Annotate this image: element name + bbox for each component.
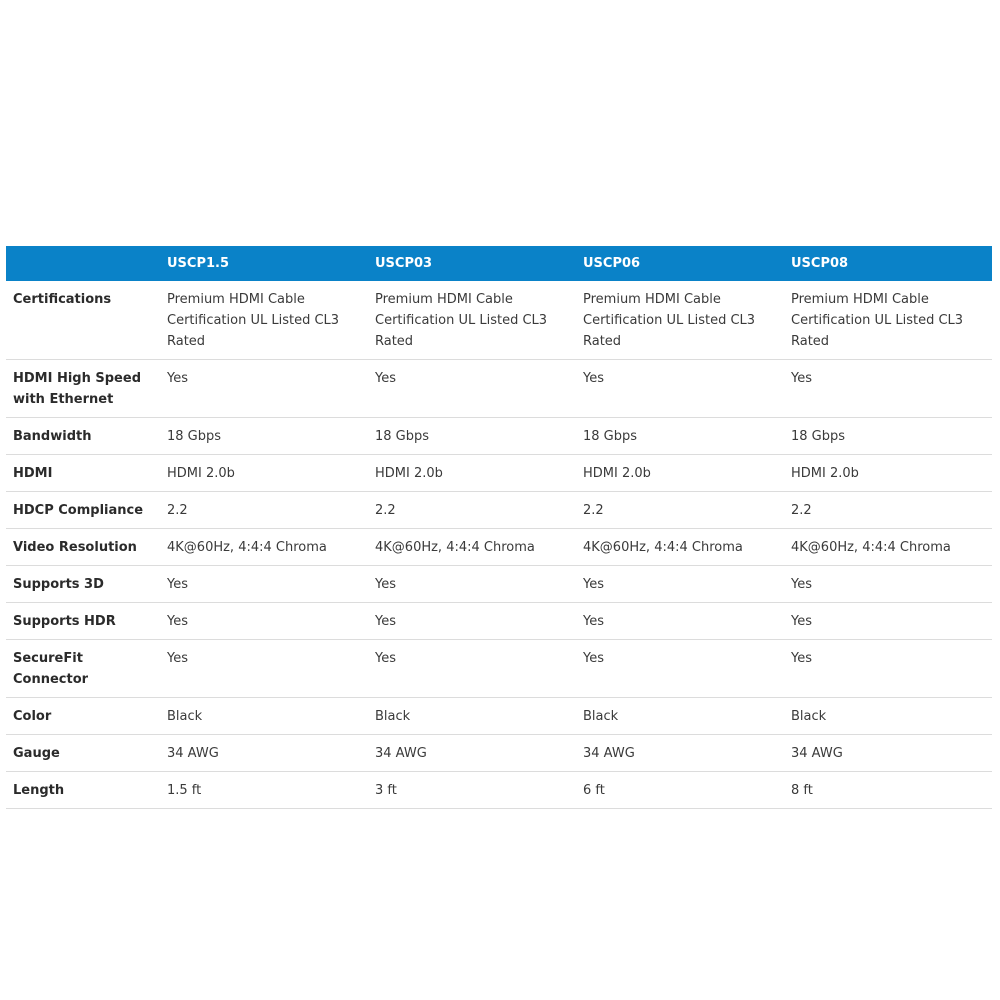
header-cell-uscp06: USCP06: [583, 256, 641, 271]
table-cell: HDMI 2.0b: [160, 455, 368, 492]
table-cell: Yes: [160, 640, 368, 698]
table-cell: 18 Gbps: [368, 418, 576, 455]
header-cell-uscp08: USCP08: [791, 256, 849, 271]
table-row: [6, 455, 992, 492]
row-label: Supports 3D: [6, 566, 160, 603]
table-cell: Premium HDMI Cable Certification UL Listed CL3 Rated: [160, 281, 368, 360]
table-cell: Yes: [368, 566, 576, 603]
table-cell: Premium HDMI Cable Certification UL Listed CL3 Rated: [784, 281, 992, 360]
table-cell: 18 Gbps: [784, 418, 992, 455]
header-cell-uscp1-5: USCP1.5: [167, 256, 230, 271]
row-label: Certifications: [6, 281, 160, 360]
table-cell: 4K@60Hz, 4:4:4 Chroma: [784, 529, 992, 566]
table-cell: Yes: [368, 360, 576, 418]
table-cell: Yes: [160, 360, 368, 418]
table-cell: 2.2: [368, 492, 576, 529]
table-cell: HDMI 2.0b: [576, 455, 784, 492]
table-cell: Yes: [160, 566, 368, 603]
table-cell: 18 Gbps: [160, 418, 368, 455]
row-label: SecureFit Connector: [6, 640, 160, 698]
table-cell: Black: [160, 698, 368, 735]
table-cell: Yes: [160, 603, 368, 640]
table-cell: 4K@60Hz, 4:4:4 Chroma: [160, 529, 368, 566]
table-row: [6, 772, 992, 809]
row-label: Color: [6, 698, 160, 735]
table-row: [6, 735, 992, 772]
table-cell: Yes: [576, 640, 784, 698]
table-cell: Yes: [576, 360, 784, 418]
table-header: [6, 246, 992, 281]
table-cell: 18 Gbps: [576, 418, 784, 455]
table-cell: 34 AWG: [576, 735, 784, 772]
spec-comparison-table: [6, 246, 992, 809]
header-cell-uscp03: USCP03: [375, 256, 433, 271]
table-cell: 4K@60Hz, 4:4:4 Chroma: [368, 529, 576, 566]
table-cell: Yes: [576, 603, 784, 640]
table-cell: Black: [368, 698, 576, 735]
table-cell: 34 AWG: [784, 735, 992, 772]
row-label: Supports HDR: [6, 603, 160, 640]
table-row: [6, 529, 992, 566]
table-cell: 4K@60Hz, 4:4:4 Chroma: [576, 529, 784, 566]
table-cell: Black: [784, 698, 992, 735]
row-label: Gauge: [6, 735, 160, 772]
table-row: [6, 566, 992, 603]
table-cell: Premium HDMI Cable Certification UL Listed CL3 Rated: [368, 281, 576, 360]
table-cell: 2.2: [576, 492, 784, 529]
table-cell: 3 ft: [368, 772, 576, 809]
table-cell: 1.5 ft: [160, 772, 368, 809]
table-cell: 2.2: [784, 492, 992, 529]
table-cell: 2.2: [160, 492, 368, 529]
table-cell: Yes: [784, 360, 992, 418]
table-cell: 6 ft: [576, 772, 784, 809]
row-label: Length: [6, 772, 160, 809]
table-cell: Yes: [784, 566, 992, 603]
table-row: [6, 603, 992, 640]
table-row: [6, 281, 992, 360]
row-label: Video Resolution: [6, 529, 160, 566]
row-label: HDMI: [6, 455, 160, 492]
table-cell: Premium HDMI Cable Certification UL Listed CL3 Rated: [576, 281, 784, 360]
table-cell: Yes: [576, 566, 784, 603]
header-cell-empty: [6, 246, 160, 281]
table-cell: Black: [576, 698, 784, 735]
table-row: [6, 698, 992, 735]
table-cell: HDMI 2.0b: [784, 455, 992, 492]
table-cell: 34 AWG: [368, 735, 576, 772]
table-cell: 34 AWG: [160, 735, 368, 772]
table-cell: HDMI 2.0b: [368, 455, 576, 492]
table-row: [6, 640, 992, 698]
table-body: [6, 281, 992, 809]
table-cell: 8 ft: [784, 772, 992, 809]
table-cell: Yes: [368, 603, 576, 640]
table-row: [6, 360, 992, 418]
table-row: [6, 418, 992, 455]
table-cell: Yes: [784, 640, 992, 698]
table-cell: Yes: [784, 603, 992, 640]
table-row: [6, 492, 992, 529]
row-label: Bandwidth: [6, 418, 160, 455]
table-cell: Yes: [368, 640, 576, 698]
row-label: HDMI High Speed with Ethernet: [6, 360, 160, 418]
header-row: [6, 246, 992, 281]
row-label: HDCP Compliance: [6, 492, 160, 529]
